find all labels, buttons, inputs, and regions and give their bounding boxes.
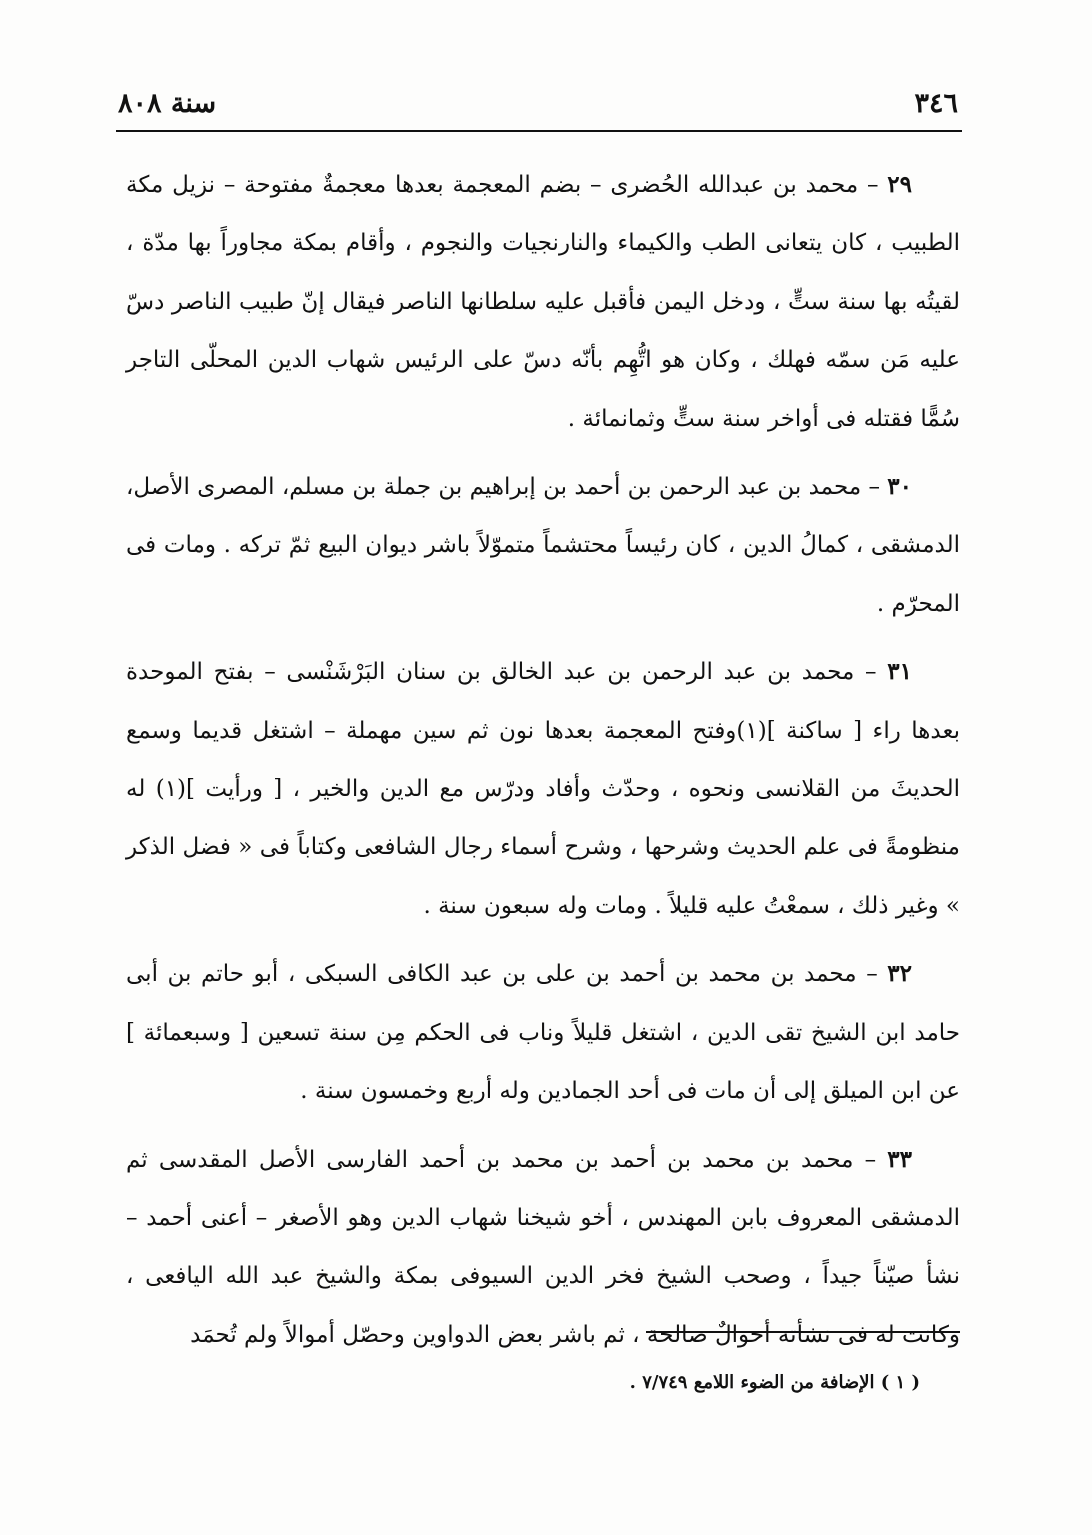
biography-entries (126, 156, 960, 1374)
entry-text: محمد بن عبد الرحمن بن عبد الخالق بن سنان البَرْشَنْسى – بفتح الموحدة بعدها راء [ ساكنة ](١)وفتح المعجمة بعدها نون ثم سين مهملة – اشتغل قديما وسمع الحديثَ من القلانسى ونحوه ، وحدّث وأفاد ودرّس مع الدين والخير ، [ ورأيت ](١) له منظومةً فى علم الحديث وشرحها ، وشرح أسماء رجال الشافعى وكتاباً فى « فضل الذكر » وغير ذلك ، سمعْتُ عليه قليلاً . ومات وله سبعون سنة . (126, 659, 960, 919)
biography-entry: ٣١ – محمد بن عبد الرحمن بن عبد الخالق بن سنان البَرْشَنْسى – بفتح الموحدة بعدها راء [ ساكنة ](١)وفتح المعجمة بعدها نون ثم سين مهملة – اشتغل قديما وسمع الحديثَ من القلانسى ونحوه ، وحدّث وأفاد ودرّس مع الدين والخير ، [ ورأيت ](١) له منظومةً فى علم الحديث وشرحها ، وشرح أسماء رجال الشافعى وكتاباً فى « فضل الذكر » وغير ذلك ، سمعْتُ عليه قليلاً . ومات وله سبعون سنة . (126, 658, 960, 919)
entry-number: ٣١ (887, 658, 913, 686)
entry-text: محمد بن عبدالله الحُضرى – بضم المعجمة بعدها معجمةٌ مفتوحة – نزيل مكة الطبيب ، كان يتعانى الطب والكيماء والنارنجيات والنجوم ، وأقام بمكة مجاوراً بها مدّة ، لقيتُه بها سنة ستٍّ ، ودخل اليمن فأقبل عليه سلطانها الناصر فيقال إنّ طبيب الناصر دسّ عليه مَن سمّه فهلك ، وكان هو اتُّهِم بأنّه دسّ على الرئيس شهاب الدين المحلّى التاجر سُمًّا فقتله فى أواخر سنة ستٍّ وثمانمائة . (126, 172, 960, 432)
page-header (118, 88, 958, 124)
entry-text: محمد بن محمد بن أحمد بن على بن عبد الكافى السبكى ، أبو حاتم بن أبى حامد ابن الشيخ تقى الدين ، اشتغل قليلاً وناب فى الحكم مِن سنة تسعين [ وسبعمائة ] عن ابن الميلق إلى أن مات فى أحد الجمادين وله أربع وخمسون سنة . (126, 961, 960, 1105)
biography-entry: ٢٩ – محمد بن عبدالله الحُضرى – بضم المعجمة بعدها معجمةٌ مفتوحة – نزيل مكة الطبيب ، كان يتعانى الطب والكيماء والنارنجيات والنجوم ، وأقام بمكة مجاوراً بها مدّة ، لقيتُه بها سنة ستٍّ ، ودخل اليمن فأقبل عليه سلطانها الناصر فيقال إنّ طبيب الناصر دسّ عليه مَن سمّه فهلك ، وكان هو اتُّهِم بأنّه دسّ على الرئيس شهاب الدين المحلّى التاجر سُمًّا فقتله فى أواخر سنة ستٍّ وثمانمائة . (126, 171, 960, 432)
footnote-rule (646, 1331, 960, 1333)
page-number: ٣٤٦ (914, 88, 958, 119)
entry-number: ٣٠ (887, 473, 912, 501)
biography-entry: ٣٠ – محمد بن عبد الرحمن بن أحمد بن إبراهيم بن جملة بن مسلم، المصرى الأصل، الدمشقى ، كمالُ الدين ، كان رئيساً محتشماً متموّلاً باشر ديوان البيع ثمّ تركه . ومات فى المحرّم . (126, 473, 960, 617)
entry-number: ٣٣ (887, 1145, 912, 1173)
running-title: سنة ٨٠٨ (118, 88, 217, 119)
entry-number: ٢٩ (887, 171, 912, 198)
entry-text: محمد بن محمد بن أحمد بن محمد بن أحمد الفارسى الأصل المقدسى ثم الدمشقى المعروف بابن المهندس ، أخو شيخنا شهاب الدين وهو الأصغر – أعنى أحمد – نشأ صيّناً جيداً ، وصحب الشيخ فخر الدين السيوفى بمكة والشيخ عبد الله اليافعى ، وكانت له فى نشأته أحوالٌ صالحة ، ثم باشر بعض الدواوين وحصّل أموالاً ولم تُحمَد (126, 1146, 960, 1348)
header-rule (116, 130, 962, 132)
entry-text: محمد بن عبد الرحمن بن أحمد بن إبراهيم بن جملة بن مسلم، المصرى الأصل، الدمشقى ، كمالُ الدين ، كان رئيساً محتشماً متموّلاً باشر ديوان البيع ثمّ تركه . ومات فى المحرّم . (126, 474, 960, 617)
entry-number: ٣٢ (887, 960, 912, 988)
biography-entry: ٣٣ – محمد بن محمد بن أحمد بن محمد بن أحمد الفارسى الأصل المقدسى ثم الدمشقى المعروف بابن المهندس ، أخو شيخنا شهاب الدين وهو الأصغر – أعنى أحمد – نشأ صيّناً جيداً ، وصحب الشيخ فخر الدين السيوفى بمكة والشيخ عبد الله اليافعى ، وكانت له فى نشأته أحوالٌ صالحة ، ثم باشر بعض الدواوين وحصّل أموالاً ولم تُحمَد (126, 1145, 960, 1348)
footnote: ( ١ ) الإضافة من الضوء اللامع ٧/٧٤٩ . (629, 1372, 920, 1393)
biography-entry: ٣٢ – محمد بن محمد بن أحمد بن على بن عبد الكافى السبكى ، أبو حاتم بن أبى حامد ابن الشيخ تقى الدين ، اشتغل قليلاً وناب فى الحكم مِن سنة تسعين [ وسبعمائة ] عن ابن الميلق إلى أن مات فى أحد الجمادين وله أربع وخمسون سنة . (126, 960, 960, 1105)
